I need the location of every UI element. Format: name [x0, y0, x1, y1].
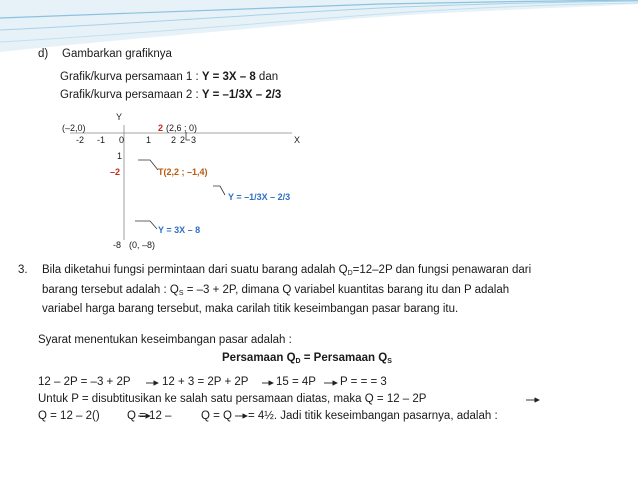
- solution-condition: Syarat menentukan keseimbangan pasar adalah :: [38, 334, 292, 346]
- section-d-label: d): [38, 48, 49, 60]
- x-tick-neg1: -1: [97, 135, 106, 145]
- problem3-line2-text-b: = –3 + 2P, dimana Q variabel kuantitas barang itu dan P adalah: [183, 284, 510, 296]
- curve1-equation: Y = 3X – 8: [201, 71, 256, 83]
- eq-sub-d: D: [295, 358, 301, 365]
- step1-a: 12 – 2P = –3 + 2P: [38, 376, 131, 388]
- problem3-line1-text-a: Bila diketahui fungsi permintaan dari suatu barang adalah Q: [42, 264, 348, 276]
- curve1-prefix: Grafik/kurva persamaan 1 :: [60, 71, 202, 83]
- step2-line: Untuk P = disubtitusikan ke salah satu persamaan diatas, maka Q = 12 – 2P: [38, 393, 427, 405]
- eq-sub-s: S: [387, 358, 392, 365]
- x-axis-label: X: [294, 135, 301, 145]
- line2-label: Y = –1/3X – 2/3: [228, 192, 291, 202]
- intersection-point-label: T(2,2 ; –1,4): [158, 167, 208, 177]
- y-axis-label: Y: [116, 112, 123, 122]
- x-tick-0: 0: [119, 135, 125, 145]
- red-point-2: 2: [158, 123, 164, 133]
- step1-d: P = = = 3: [340, 376, 387, 388]
- line1-label: Y = 3X – 8: [158, 225, 201, 235]
- step3-a: Q = 12 – 2(): [38, 410, 100, 422]
- step1-b: 12 + 3 = 2P + 2P: [162, 376, 249, 388]
- point-neg2-0: (–2,0): [62, 123, 86, 133]
- problem3-line3: variabel harga barang tersebut, maka carilah titik keseimbangan pasar barang itu.: [42, 303, 459, 315]
- eq-left: Persamaan Q: [222, 352, 296, 364]
- curve2-prefix: Grafik/kurva persamaan 2 :: [60, 89, 202, 101]
- curve1-suffix: dan: [255, 71, 279, 83]
- x-tick-3: 3: [191, 135, 197, 145]
- y-tick-neg2: –2: [110, 167, 121, 177]
- problem3-sub-d: D: [347, 270, 353, 277]
- x-tick-2: 2: [171, 135, 177, 145]
- problem3-number: 3.: [18, 264, 28, 276]
- step3-c: Q = Q: [201, 410, 232, 422]
- x-tick-2b: 2: [180, 135, 186, 145]
- problem3-line2-text-a: barang tersebut adalah : Q: [42, 284, 179, 296]
- step1-c: 15 = 4P: [276, 376, 316, 388]
- y-tick-neg8: -8: [113, 240, 122, 250]
- x-tick-1: 1: [146, 135, 152, 145]
- y-tick-1: 1: [117, 151, 123, 161]
- step3-d: = 4½. Jadi titik keseimbangan pasarnya, adalah :: [248, 410, 498, 422]
- section-d-title: Gambarkan grafiknya: [62, 48, 172, 60]
- point-2-6-0: (2,6 ; 0): [166, 123, 198, 133]
- x-tick-neg2: -2: [76, 135, 85, 145]
- problem3-sub-s: S: [178, 290, 184, 297]
- curve2-equation: Y = –1/3X – 2/3: [201, 89, 282, 101]
- point-0-neg8: (0, –8): [129, 240, 156, 250]
- eq-right: = Persamaan Q: [300, 352, 388, 364]
- problem3-line1-text-b: =12–2P dan fungsi penawaran dari: [352, 264, 532, 276]
- step3-b: Q = 12 –: [127, 410, 172, 422]
